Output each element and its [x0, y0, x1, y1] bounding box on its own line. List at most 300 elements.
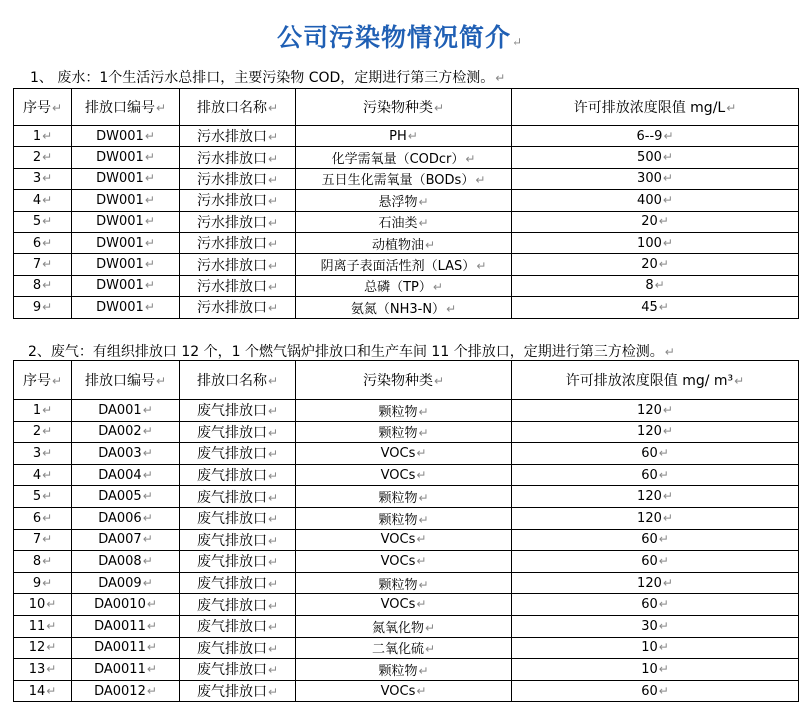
table-cell [180, 572, 296, 594]
table-cell [14, 232, 72, 253]
cell-mark: ↵ [144, 128, 155, 143]
cell-value: 废气排放口 [196, 446, 267, 463]
cell-mark: ↵ [42, 532, 53, 547]
table-cell [72, 572, 180, 594]
table-row [14, 168, 799, 189]
table-cell [14, 147, 72, 168]
cell-mark: ↵ [267, 151, 279, 166]
table-cell [296, 615, 512, 637]
table-cell [296, 275, 512, 296]
table-cell [72, 190, 180, 211]
table-cell [180, 297, 296, 318]
cell-mark: ↵ [662, 402, 673, 417]
cell-value: 污水排放口 [196, 129, 267, 146]
cell-value: 废气排放口 [196, 576, 267, 593]
cell-value: 废气排放口 [196, 489, 267, 506]
table-row [14, 507, 799, 529]
table-cell [14, 126, 72, 147]
cell-mark: ↵ [42, 171, 53, 186]
cell-value: 6 [32, 235, 42, 251]
cell-mark: ↵ [42, 424, 53, 439]
waste-gas-heading [28, 341, 675, 361]
cell-mark: ↵ [418, 216, 429, 231]
table-cell [180, 232, 296, 253]
cell-value: 9 [32, 575, 42, 591]
table-cell [180, 126, 296, 147]
cell-value: 氮氧化物 [371, 620, 424, 636]
cell-mark: ↵ [658, 640, 669, 655]
cell-mark: ↵ [155, 374, 167, 388]
cell-value: 60 [641, 532, 658, 548]
cell-mark: ↵ [267, 172, 279, 187]
cell-value: 6 [32, 510, 42, 526]
cell-value: DW001 [96, 299, 144, 315]
table-cell [72, 551, 180, 573]
cell-mark: ↵ [433, 101, 445, 115]
cell-value: 60 [641, 467, 658, 483]
cell-value: 12 [28, 640, 46, 656]
column-header-label: 排放口编号 [84, 373, 155, 389]
cell-value: 8 [32, 278, 42, 294]
table-cell [296, 637, 512, 659]
cell-mark: ↵ [662, 235, 673, 250]
table-row [14, 486, 799, 508]
paragraph-mark: ↵ [511, 35, 524, 49]
table-row [14, 275, 799, 296]
column-header [296, 361, 512, 400]
cell-value: 氨氮（NH3-N） [350, 301, 446, 317]
cell-value: 化学需氧量（CODcr） [331, 152, 465, 168]
cell-value: 4 [32, 467, 42, 483]
table-cell [180, 190, 296, 211]
cell-mark: ↵ [144, 257, 155, 272]
cell-value: 污水排放口 [196, 193, 267, 210]
table-cell [14, 615, 72, 637]
table-cell [72, 486, 180, 508]
cell-mark: ↵ [42, 510, 53, 525]
table-cell [512, 254, 799, 275]
table-cell [512, 529, 799, 551]
table-cell [14, 211, 72, 232]
cell-mark: ↵ [418, 426, 429, 441]
cell-value: 污水排放口 [196, 150, 267, 167]
table-cell [72, 211, 180, 232]
cell-value: DA002 [98, 424, 142, 440]
cell-mark: ↵ [267, 577, 279, 592]
table-cell [296, 168, 512, 189]
cell-value: 10 [641, 640, 658, 656]
cell-value: 石油类 [378, 216, 418, 232]
table-cell [14, 168, 72, 189]
table-cell [72, 297, 180, 318]
cell-value: DA009 [98, 575, 142, 591]
cell-value: 总磷（TP） [364, 280, 432, 296]
column-header [180, 361, 296, 400]
cell-mark: ↵ [42, 214, 53, 229]
cell-mark: ↵ [267, 598, 279, 613]
cell-value: 500 [637, 150, 662, 166]
column-header [14, 361, 72, 400]
table-cell [72, 400, 180, 422]
table-cell [72, 443, 180, 465]
table-cell [180, 486, 296, 508]
table-cell [296, 400, 512, 422]
cell-mark: ↵ [142, 553, 153, 568]
cell-mark: ↵ [658, 661, 669, 676]
cell-value: 60 [641, 597, 658, 613]
cell-mark: ↵ [142, 445, 153, 460]
cell-mark: ↵ [424, 620, 436, 635]
cell-value: 7 [32, 532, 42, 548]
cell-value: DW001 [96, 235, 144, 251]
cell-value: DW001 [96, 171, 144, 187]
cell-mark: ↵ [663, 128, 674, 143]
column-header [296, 89, 512, 126]
table-cell [296, 680, 512, 702]
column-header-label: 序号 [22, 100, 51, 116]
table-cell [180, 615, 296, 637]
table-cell [180, 147, 296, 168]
table-cell [72, 507, 180, 529]
cell-mark: ↵ [267, 130, 279, 145]
cell-mark: ↵ [267, 194, 279, 209]
cell-value: 5 [32, 489, 42, 505]
cell-value: DA0010 [94, 597, 146, 613]
cell-mark: ↵ [42, 278, 53, 293]
column-header-label: 污染物种类 [362, 373, 433, 389]
table-cell [512, 680, 799, 702]
table-row [14, 659, 799, 681]
cell-value: DA006 [98, 510, 142, 526]
table-cell [512, 594, 799, 616]
cell-mark: ↵ [662, 150, 673, 165]
table-cell [512, 297, 799, 318]
wastewater-heading-text: 1、 废水：1个生活污水总排口，主要污染物 COD，定期进行第三方检测。 [30, 70, 495, 86]
cell-value: 400 [637, 192, 662, 208]
cell-mark: ↵ [658, 445, 669, 460]
cell-mark: ↵ [42, 489, 53, 504]
cell-value: DW001 [96, 278, 144, 294]
column-header-label: 许可排放浓度限值 mg/L [573, 100, 726, 116]
cell-mark: ↵ [662, 575, 673, 590]
table-cell [14, 680, 72, 702]
cell-value: 14 [28, 683, 46, 699]
cell-mark: ↵ [662, 510, 673, 525]
cell-mark: ↵ [42, 128, 53, 143]
cell-value: PH [389, 128, 407, 144]
cell-mark: ↵ [144, 214, 155, 229]
waste-gas-table [13, 360, 799, 702]
table-cell [180, 168, 296, 189]
cell-value: 1 [32, 128, 42, 144]
cell-value: 13 [28, 661, 46, 677]
cell-value: 120 [637, 575, 662, 591]
table-cell [296, 572, 512, 594]
table-row [14, 637, 799, 659]
cell-value: 废气排放口 [196, 684, 267, 701]
table-row [14, 680, 799, 702]
table-cell [296, 507, 512, 529]
cell-mark: ↵ [416, 597, 427, 612]
cell-mark: ↵ [726, 101, 737, 115]
cell-value: 11 [28, 618, 46, 634]
table-cell [180, 637, 296, 659]
cell-mark: ↵ [42, 192, 53, 207]
cell-value: 10 [28, 597, 46, 613]
cell-value: 颗粒物 [378, 491, 418, 507]
cell-mark: ↵ [42, 575, 53, 590]
cell-mark: ↵ [267, 512, 279, 527]
cell-mark: ↵ [46, 597, 57, 612]
cell-mark: ↵ [416, 683, 427, 698]
cell-value: DA004 [98, 467, 142, 483]
table-cell [512, 421, 799, 443]
cell-value: 20 [641, 214, 658, 230]
table-row [14, 443, 799, 465]
cell-mark: ↵ [146, 618, 157, 633]
table-cell [180, 211, 296, 232]
cell-mark: ↵ [42, 553, 53, 568]
cell-mark: ↵ [142, 532, 153, 547]
cell-value: DA0011 [94, 640, 146, 656]
column-header-label: 排放口编号 [84, 100, 155, 116]
cell-mark: ↵ [432, 280, 443, 295]
cell-mark: ↵ [267, 301, 279, 316]
cell-value: DA0011 [94, 661, 146, 677]
cell-value: 2 [32, 150, 42, 166]
table-cell [14, 297, 72, 318]
column-header-label: 污染物种类 [362, 100, 433, 116]
table-cell [296, 126, 512, 147]
table-row [14, 126, 799, 147]
wastewater-heading [30, 67, 505, 87]
cell-mark: ↵ [51, 374, 63, 388]
cell-mark: ↵ [267, 447, 279, 462]
cell-mark: ↵ [46, 661, 57, 676]
table-row [14, 421, 799, 443]
wastewater-table [13, 88, 799, 319]
cell-mark: ↵ [267, 641, 279, 656]
cell-value: 污水排放口 [196, 236, 267, 253]
cell-value: 污水排放口 [196, 214, 267, 231]
table-cell [512, 443, 799, 465]
table-header-row [14, 89, 799, 126]
column-header [512, 361, 799, 400]
cell-value: VOCs [380, 683, 416, 699]
cell-value: 颗粒物 [378, 426, 418, 442]
table-cell [180, 529, 296, 551]
paragraph-mark: ↵ [664, 345, 675, 359]
table-row [14, 464, 799, 486]
cell-mark: ↵ [662, 489, 673, 504]
cell-mark: ↵ [465, 152, 476, 167]
cell-mark: ↵ [418, 512, 429, 527]
cell-mark: ↵ [267, 374, 279, 388]
cell-mark: ↵ [146, 640, 157, 655]
cell-mark: ↵ [658, 299, 669, 314]
cell-mark: ↵ [658, 257, 669, 272]
table-cell [296, 659, 512, 681]
cell-mark: ↵ [267, 258, 279, 273]
cell-value: 4 [32, 192, 42, 208]
cell-value: 颗粒物 [378, 512, 418, 528]
table-cell [72, 615, 180, 637]
table-cell [14, 443, 72, 465]
table-cell [14, 486, 72, 508]
cell-mark: ↵ [267, 237, 279, 252]
table-cell [180, 254, 296, 275]
cell-mark: ↵ [142, 424, 153, 439]
column-header [512, 89, 799, 126]
cell-mark: ↵ [46, 683, 57, 698]
cell-value: 废气排放口 [196, 597, 267, 614]
cell-mark: ↵ [658, 532, 669, 547]
table-cell [72, 594, 180, 616]
cell-value: 五日生化需氧量（BODs） [321, 173, 475, 189]
table-cell [180, 551, 296, 573]
cell-value: 废气排放口 [196, 424, 267, 441]
table-row [14, 297, 799, 318]
cell-value: 污水排放口 [196, 278, 267, 295]
column-header [14, 89, 72, 126]
cell-value: 废气排放口 [196, 640, 267, 657]
cell-mark: ↵ [46, 618, 57, 633]
table-row [14, 529, 799, 551]
cell-mark: ↵ [146, 597, 157, 612]
table-cell [14, 507, 72, 529]
table-cell [14, 637, 72, 659]
cell-mark: ↵ [146, 661, 157, 676]
table-header-row [14, 361, 799, 400]
cell-mark: ↵ [267, 404, 279, 419]
cell-value: VOCs [380, 597, 416, 613]
table-cell [72, 232, 180, 253]
cell-value: DA0012 [94, 683, 146, 699]
table-cell [296, 254, 512, 275]
waste-gas-heading-text: 2、废气：有组织排放口 12 个，1 个燃气锅炉排放口和生产车间 11 个排放口，定期进行第三方检测。 [28, 344, 664, 360]
cell-mark: ↵ [144, 278, 155, 293]
table-cell [512, 464, 799, 486]
cell-value: 污水排放口 [196, 171, 267, 188]
cell-value: 20 [641, 257, 658, 273]
cell-mark: ↵ [142, 510, 153, 525]
table-cell [180, 659, 296, 681]
cell-value: 45 [641, 299, 658, 315]
cell-value: 悬浮物 [378, 194, 418, 210]
cell-mark: ↵ [416, 553, 427, 568]
cell-value: 60 [641, 553, 658, 569]
cell-mark: ↵ [475, 173, 486, 188]
cell-value: 5 [32, 214, 42, 230]
cell-value: 300 [637, 171, 662, 187]
column-header [72, 361, 180, 400]
table-cell [296, 147, 512, 168]
cell-mark: ↵ [662, 171, 673, 186]
cell-value: DA003 [98, 445, 142, 461]
cell-mark: ↵ [658, 618, 669, 633]
table-cell [296, 529, 512, 551]
cell-value: 60 [641, 445, 658, 461]
table-cell [512, 551, 799, 573]
table-cell [296, 464, 512, 486]
cell-value: 60 [641, 683, 658, 699]
table-cell [14, 551, 72, 573]
table-cell [72, 147, 180, 168]
table-cell [14, 464, 72, 486]
table-cell [512, 572, 799, 594]
cell-mark: ↵ [662, 192, 673, 207]
cell-mark: ↵ [424, 237, 436, 252]
table-cell [72, 126, 180, 147]
cell-value: 废气排放口 [196, 403, 267, 420]
table-cell [72, 275, 180, 296]
table-cell [180, 275, 296, 296]
cell-mark: ↵ [144, 235, 155, 250]
table-cell [296, 232, 512, 253]
cell-mark: ↵ [142, 575, 153, 590]
cell-value: DA001 [98, 402, 142, 418]
table-cell [512, 211, 799, 232]
cell-mark: ↵ [267, 215, 279, 230]
cell-mark: ↵ [267, 620, 279, 635]
cell-mark: ↵ [424, 642, 436, 657]
column-header-label: 序号 [22, 373, 51, 389]
cell-value: VOCs [380, 553, 416, 569]
table-cell [512, 637, 799, 659]
cell-mark: ↵ [42, 402, 53, 417]
table-cell [180, 464, 296, 486]
cell-value: DA007 [98, 532, 142, 548]
cell-value: 废气排放口 [196, 619, 267, 636]
table-row [14, 572, 799, 594]
cell-value: 120 [637, 402, 662, 418]
table-cell [72, 529, 180, 551]
cell-mark: ↵ [416, 445, 427, 460]
cell-mark: ↵ [42, 150, 53, 165]
cell-value: VOCs [380, 467, 416, 483]
cell-mark: ↵ [142, 489, 153, 504]
table-cell [512, 507, 799, 529]
table-row [14, 254, 799, 275]
table-cell [512, 615, 799, 637]
table-cell [180, 443, 296, 465]
cell-mark: ↵ [42, 257, 53, 272]
table-cell [14, 275, 72, 296]
cell-mark: ↵ [144, 171, 155, 186]
cell-mark: ↵ [144, 192, 155, 207]
cell-value: 120 [637, 510, 662, 526]
cell-value: 8 [32, 553, 42, 569]
table-cell [14, 572, 72, 594]
table-cell [14, 421, 72, 443]
cell-mark: ↵ [142, 467, 153, 482]
cell-value: 二氧化硫 [371, 642, 424, 658]
table-cell [14, 254, 72, 275]
column-header-label: 排放口名称 [196, 100, 267, 116]
cell-value: 废气排放口 [196, 532, 267, 549]
cell-mark: ↵ [654, 278, 665, 293]
table-row [14, 211, 799, 232]
cell-mark: ↵ [155, 101, 167, 115]
cell-value: DW001 [96, 150, 144, 166]
cell-mark: ↵ [418, 491, 429, 506]
cell-mark: ↵ [734, 374, 745, 388]
table-cell [296, 443, 512, 465]
cell-mark: ↵ [144, 299, 155, 314]
cell-mark: ↵ [42, 467, 53, 482]
table-cell [512, 659, 799, 681]
table-cell [512, 126, 799, 147]
